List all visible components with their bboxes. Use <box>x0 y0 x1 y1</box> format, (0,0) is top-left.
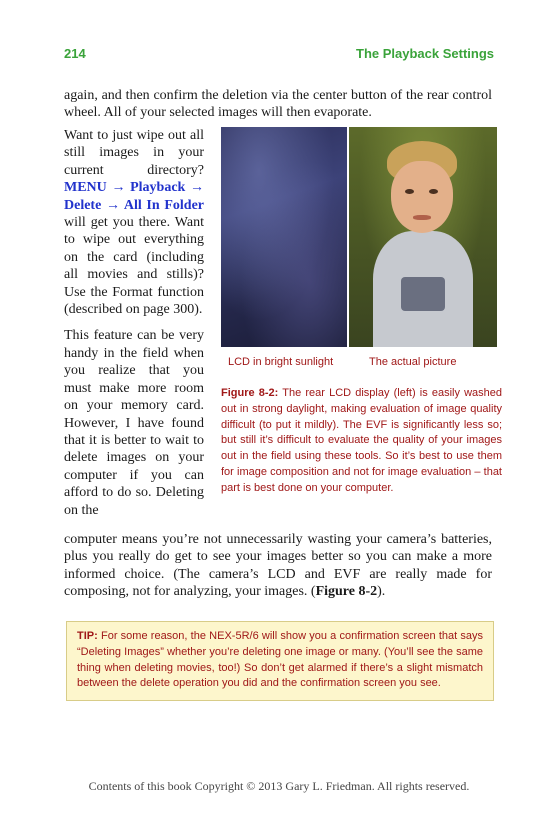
page-number: 214 <box>64 46 86 61</box>
tip-box <box>66 621 494 701</box>
wipe-text-end: will get you there. Want to wipe out everything on the card (including all movies and stills)? Use the Format function (described on page 300). <box>64 215 204 318</box>
handy-paragraph: This feature can be very handy in the field when you realize that you must make more room on your memory card. However, I have found that it is better to wait to delete images on your computer if you can afford to do so. Deleting on the <box>64 328 204 518</box>
figure-8-2 <box>221 127 497 373</box>
section-title: The Playback Settings <box>356 46 494 61</box>
wipe-text-start: Want to just wipe out all still images in your current directory? <box>64 128 204 178</box>
left-photo-caption: LCD in bright sunlight <box>228 356 334 368</box>
figure-reference: Figure 8-2 <box>315 584 378 600</box>
right-photo-caption: The actual picture <box>369 356 457 368</box>
continuation-end: ). <box>377 584 386 600</box>
lcd-washed-out-photo <box>221 127 347 347</box>
tip-text: For some reason, the NEX-5R/6 will show you a confirmation screen that says “Deleting Images” whether you’re deleting one image or many. (You’ll see the same thing when deleting movies, too!) So don’t get alarmed if there’s a slight mismatch between the delete operation you did and the confirmation screen you see. <box>77 630 483 690</box>
photo-captions <box>221 347 497 373</box>
child-shirt-print <box>401 277 445 311</box>
menu-path: MENU → Playback → Delete → All In Folder <box>64 180 204 213</box>
figure-label: Figure 8-2: <box>221 387 279 399</box>
child-mouth <box>413 215 431 220</box>
child-eye-left <box>405 189 414 194</box>
wipe-paragraph <box>64 127 204 318</box>
intro-paragraph: again, and then confirm the deletion via the center button of the rear control wheel. All of your selected images will then evaporate. <box>64 88 492 121</box>
left-column <box>64 127 204 519</box>
running-header <box>64 46 494 64</box>
figure-photos <box>221 127 497 347</box>
continuation-paragraph <box>64 531 492 601</box>
child-face <box>391 161 453 233</box>
tip-label: TIP: <box>77 630 98 642</box>
figure-caption-text: The rear LCD display (left) is easily washed out in strong daylight, making evaluation of image quality difficult (to put it mildly). The EVF is significantly less so; but still it’s difficult to evaluate the quality of your images out in the field using these tools. So it’s best to use them for image composition and not for image evaluation – that part is best done on your computer. <box>221 387 503 494</box>
continuation-text: computer means you’re not unnecessarily wasting your camera’s batteries, plus you really do get to see your images better so you can make a more informed choice. (The camera’s LCD and EVF are really made for composing, not for analyzing, your images. ( <box>64 532 492 600</box>
child-eye-right <box>429 189 438 194</box>
actual-picture-photo <box>349 127 497 347</box>
figure-caption <box>221 386 502 497</box>
copyright-footer: Contents of this book Copyright © 2013 Gary L. Friedman. All rights reserved. <box>88 779 470 793</box>
